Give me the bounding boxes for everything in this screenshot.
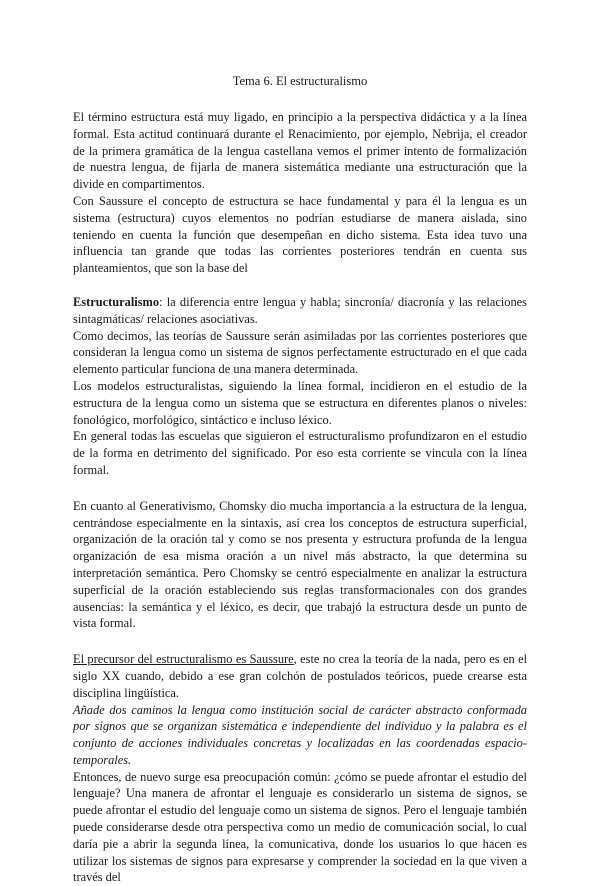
precursor-italic-paragraph: Añade dos caminos la lengua como institución social de carácter abstracto conformada por signos que se organizan sistemática e independiente del individuo y la palabra es el conjunto de acciones individuales concretas y localizadas en las coordenadas espacio-temporales.	[73, 702, 527, 767]
estructuralismo-term: Estructuralismo	[73, 294, 160, 309]
estructuralismo-definition: : la diferencia entre lengua y habla; sincronía/ diacronía y las relaciones sintagmáticas/ relaciones asociativas.	[73, 294, 527, 326]
precursor-underlined-phrase: El precursor del estructuralismo es Saussure	[73, 652, 294, 667]
document-title: Tema 6. El estructuralismo	[232, 74, 368, 88]
precursor-rest: , este no crea la teoría de la nada, pero es en el siglo XX cuando, debido a ese gran colchón de postulados teóricos, puede crearse esta disciplina lingüística.	[73, 652, 528, 700]
estructuralismo-paragraph-1: Como decimos, las teorías de Saussure serán asimiladas por las corrientes posteriores que consideran la lengua como un sistema de signos perfectamente estructurado en el que cada elemento particular funciona de una manera determinada.	[73, 328, 527, 377]
section-gap	[73, 632, 527, 651]
precursor-paragraph	[73, 651, 527, 701]
estructuralismo-definition-paragraph	[73, 294, 527, 328]
estructuralismo-paragraph-2: Los modelos estructuralistas, siguiendo la línea formal, incidieron en el estudio de la estructura de la lengua como un sistema que se estructura en diferentes planos o niveles: fonológico, morfológico, sintáctico e incluso léxico.	[73, 378, 527, 427]
intro-paragraph-2: Con Saussure el concepto de estructura se hace fundamental y para él la lengua es un sistema (estructura) cuyos elementos no podrían estudiarse de manera aislada, sino teniendo en cuenta la función que desempeñan en dicho sistema. Esta idea tuvo una influencia tan grande que todas las corrientes posteriores tendrán en cuenta sus planteamientos, que son la base del	[73, 193, 527, 276]
section-gap	[73, 479, 527, 498]
generativismo-paragraph: En cuanto al Generativismo, Chomsky dio mucha importancia a la estructura de la lengua, centrándose especialmente en la sintaxis, así crea los conceptos de estructura superficial, organización de la oración tal y como se nos presenta y estructura profunda de la lengua organización de esa misma oración a un nivel más abstracto, la que determina su interpretación semántica. Pero Chomsky se centró especialmente en analizar la estructura superficial de la oración estableciendo sus reglas transformacionales con dos grandes ausencias: la semántica y el léxico, es decir, que trabajó la estructura desde un punto de vista formal.	[73, 498, 527, 631]
precursor-final-paragraph: Entonces, de nuevo surge esa preocupación común: ¿cómo se puede afrontar el estudio del lenguaje? Una manera de afrontar el lenguaje es considerarlo un sistema de signos, se puede afrontar el estudio del lenguaje como un sistema de signos. Pero el lenguaje también puede considerarse desde otra perspectiva como un medio de comunicación social, lo cual daría pie a abrir la segunda línea, la comunicativa, donde los usuarios lo que hacen es utilizar los sistemas de signos para expresarse y comprender la sociedad en la que viven a través del	[73, 769, 527, 885]
section-gap	[73, 277, 527, 294]
estructuralismo-paragraph-3: En general todas las escuelas que siguieron el estructuralismo profundizaron en el estudio de la forma en detrimento del significado. Por eso esta corriente se vincula con la línea formal.	[73, 429, 527, 477]
intro-paragraph-1: El término estructura está muy ligado, en principio a la perspectiva didáctica y a la línea formal. Esta actitud continuará durante el Renacimiento, por ejemplo, Nebrija, el creador de la primera gramática de la lengua castellana vemos el primer intento de formalización de nuestra lengua, de fijarla de manera sistemática mediante una estructuración que la divide en compartimentos.	[73, 110, 527, 192]
